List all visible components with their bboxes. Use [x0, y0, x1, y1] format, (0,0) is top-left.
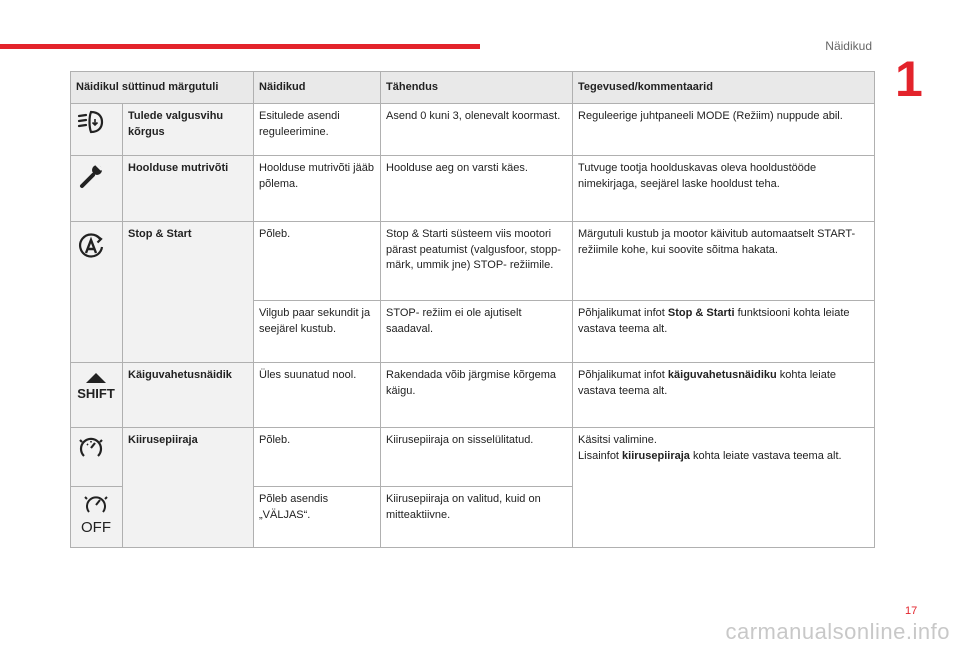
- icon-cell: [71, 487, 123, 548]
- speed-limiter-off-icon: [76, 492, 116, 536]
- icon-cell: [71, 104, 123, 156]
- action-bold-term: Stop & Starti: [667, 307, 735, 319]
- indicator-meaning: Asend 0 kuni 3, olenevalt koormast.: [381, 104, 573, 156]
- indicator-state: Esitulede asendi reguleerimine.: [254, 104, 381, 156]
- indicator-action: [573, 301, 875, 363]
- header-meaning: Tähendus: [381, 72, 573, 104]
- action-text: Põhjalikumat infot: [578, 369, 668, 381]
- indicator-state: Põleb asendis „VÄLJAS“.: [254, 487, 381, 548]
- indicator-action: Reguleerige juhtpaneeli MODE (Režiim) nuppude abil.: [573, 104, 875, 156]
- indicator-action: Tutvuge tootja hoolduskavas oleva hooldustööde nimekirjaga, seejärel laske hooldust teha.: [573, 156, 875, 222]
- chapter-number: 1: [895, 51, 923, 107]
- action-bold-term: käiguvahetusnäidiku: [667, 369, 777, 381]
- indicator-meaning: Kiirusepiiraja on sisselülitatud.: [381, 428, 573, 487]
- shift-icon-text: SHIFT: [77, 386, 115, 401]
- indicator-state: Vilgub paar sekundit ja seejärel kustub.: [254, 301, 381, 363]
- speed-limiter-icon: [76, 433, 106, 463]
- icon-cell: [71, 428, 123, 487]
- section-label: Näidikud: [825, 39, 872, 53]
- watermark: carmanualsonline.info: [725, 619, 950, 644]
- off-icon-text: OFF: [81, 519, 111, 536]
- header-accent-bar: [0, 44, 480, 49]
- icon-cell: [71, 222, 123, 363]
- action-text: kohta leiate vastava teema alt.: [689, 449, 842, 462]
- indicator-action: Märgutuli kustub ja mootor käivitub automaatselt START- režiimile kohe, kui soovite sõitma hakata.: [573, 222, 875, 301]
- action-text: Põhjalikumat infot: [578, 307, 668, 319]
- icon-cell: [71, 363, 123, 428]
- auto-stop-start-icon: [76, 232, 106, 262]
- header-action: Tegevused/kommentaarid: [573, 72, 875, 104]
- page-number: 17: [905, 605, 918, 617]
- table-header-row: [71, 72, 875, 104]
- indicator-table: [70, 71, 875, 548]
- table-row: [71, 363, 875, 428]
- indicator-meaning: Rakendada võib järgmise kõrgema käigu.: [381, 363, 573, 428]
- indicator-name: Tulede valgusvihu kõrgus: [123, 104, 254, 156]
- indicator-name: Kiirusepiiraja: [123, 428, 254, 548]
- table-row: [71, 104, 875, 156]
- indicator-state: Põleb.: [254, 428, 381, 487]
- indicator-meaning: STOP- režiim ei ole ajutiselt saadaval.: [381, 301, 573, 363]
- indicator-action: [573, 428, 875, 548]
- shift-arrow-icon: [76, 371, 116, 401]
- indicator-action: [573, 363, 875, 428]
- indicator-meaning: Kiirusepiiraja on valitud, kuid on mitteaktiivne.: [381, 487, 573, 548]
- action-text: Lisainfot: [578, 449, 623, 462]
- indicator-state: Hoolduse mutrivõti jääb põlema.: [254, 156, 381, 222]
- action-text: Käsitsi valimine.: [578, 434, 657, 446]
- table-row: [71, 222, 875, 301]
- header-warning-lamp: Näidikul süttinud märgutuli: [71, 72, 254, 104]
- icon-cell: [71, 156, 123, 222]
- headlamp-level-icon: [76, 109, 106, 135]
- header-indicator: Näidikud: [254, 72, 381, 104]
- table-row: [71, 428, 875, 487]
- indicator-name: Stop & Start: [123, 222, 254, 363]
- indicator-name: Käiguvahetusnäidik: [123, 363, 254, 428]
- table-row: [71, 156, 875, 222]
- action-bold-term: kiirusepiiraja: [622, 449, 690, 462]
- indicator-meaning: Hoolduse aeg on varsti käes.: [381, 156, 573, 222]
- indicator-name: Hoolduse mutrivõti: [123, 156, 254, 222]
- indicator-meaning: Stop & Starti süsteem viis mootori pärast peatumist (valgusfoor, stopp-märk, ummik jne) STOP- režiimile.: [381, 222, 573, 301]
- action-text: kohta leiate vastava teema alt.: [578, 369, 837, 397]
- indicator-state: Põleb.: [254, 222, 381, 301]
- action-text: funktsiooni kohta leiate vastava teema alt.: [578, 307, 850, 335]
- wrench-icon: [76, 161, 106, 191]
- indicator-state: Üles suunatud nool.: [254, 363, 381, 428]
